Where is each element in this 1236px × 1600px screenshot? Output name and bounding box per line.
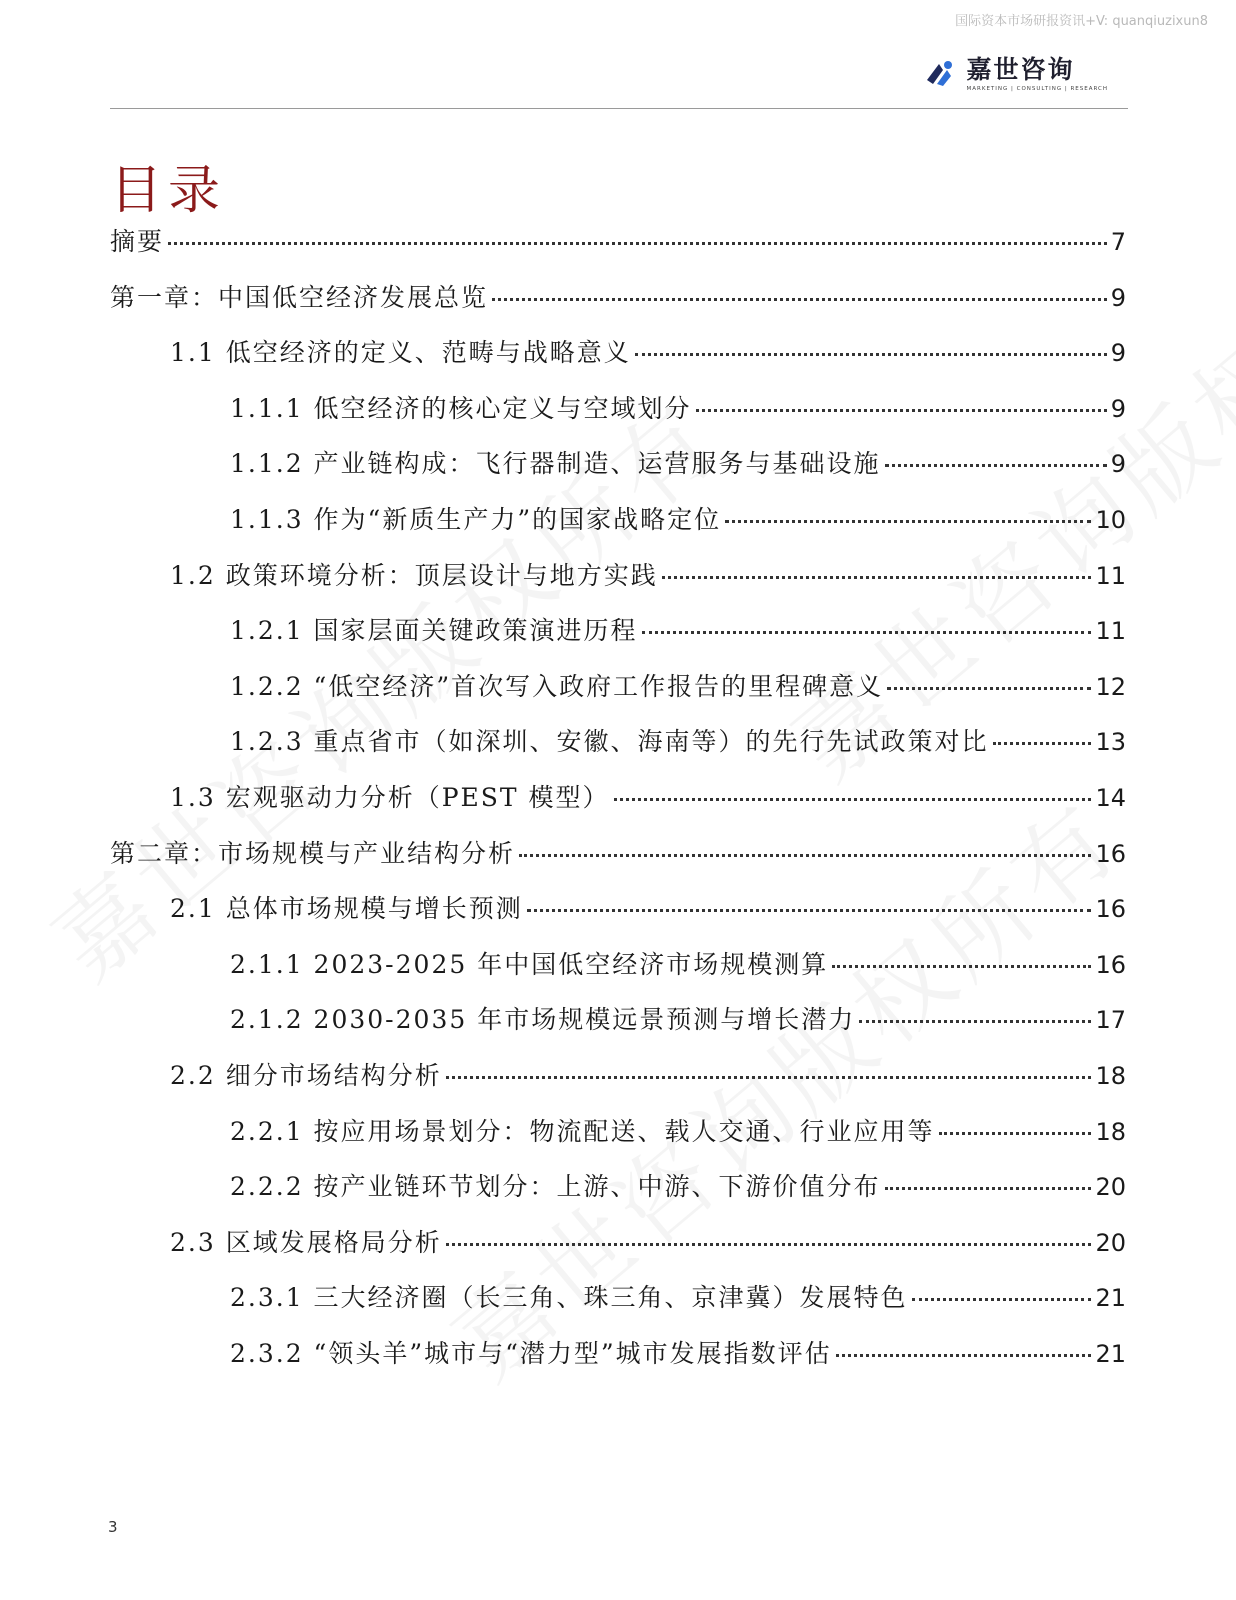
toc-dot-leader — [939, 1132, 1092, 1135]
toc-dot-leader — [885, 1187, 1092, 1190]
toc-entry-page: 9 — [1110, 450, 1126, 479]
toc-entry-label: 1.2 政策环境分析：顶层设计与地方实践 — [170, 560, 658, 590]
toc-entry-label: 1.2.2 “低空经济”首次写入政府工作报告的里程碑意义 — [230, 671, 884, 701]
toc-entry[interactable] — [110, 222, 1126, 262]
toc-entry-label: 2.2 细分市场结构分析 — [170, 1061, 442, 1090]
toc-entry[interactable] — [170, 1223, 1126, 1263]
toc-entry-page: 7 — [1110, 228, 1126, 256]
toc-entry-page: 21 — [1095, 1284, 1126, 1313]
toc-entry-label: 2.2.1 按应用场景划分：物流配送、载人交通、行业应用等 — [230, 1116, 935, 1146]
toc-entry-page: 12 — [1095, 672, 1126, 701]
toc-entry-label: 第二章：市场规模与产业结构分析 — [110, 838, 516, 868]
toc-entry[interactable] — [230, 1112, 1126, 1152]
toc-dot-leader — [446, 1243, 1092, 1246]
toc-entry-page: 10 — [1095, 506, 1126, 534]
toc-entry[interactable] — [230, 1000, 1126, 1040]
toc-entry[interactable] — [230, 722, 1126, 762]
toc-dot-leader — [993, 742, 1092, 745]
toc-entry[interactable] — [230, 945, 1126, 985]
toc-entry-label: 第一章：中国低空经济发展总览 — [110, 282, 489, 312]
page-number: 3 — [108, 1518, 118, 1536]
header-note: 国际资本市场研报资讯+V: quanqiuzixun8 — [955, 14, 1208, 29]
toc-entry[interactable] — [110, 278, 1126, 318]
toc-entry[interactable] — [230, 667, 1126, 707]
toc-dot-leader — [836, 1354, 1092, 1357]
toc-entry[interactable] — [170, 556, 1126, 596]
toc-entry-label: 1.1.3 作为“新质生产力”的国家战略定位 — [230, 505, 722, 534]
logo-name: 嘉世咨询 — [966, 55, 1075, 84]
toc-dot-leader — [912, 1298, 1092, 1301]
toc-entry-label: 1.2.3 重点省市（如深圳、安徽、海南等）的先行先试政策对比 — [230, 727, 989, 757]
toc-entry-label: 2.3.1 三大经济圈（长三角、珠三角、京津冀）发展特色 — [230, 1283, 908, 1313]
toc-dot-leader — [492, 298, 1107, 301]
toc-entry-page: 21 — [1095, 1340, 1126, 1368]
toc-entry-page: 20 — [1095, 1228, 1126, 1257]
toc-entry-page: 17 — [1095, 1006, 1126, 1035]
toc-entry-page: 13 — [1095, 728, 1126, 757]
toc-entry[interactable] — [230, 611, 1126, 651]
toc-entry-label: 2.2.2 按产业链环节划分：上游、中游、下游价值分布 — [230, 1172, 881, 1202]
toc-entry[interactable] — [230, 1167, 1126, 1207]
toc-entry[interactable] — [110, 834, 1126, 874]
toc-entry-label: 1.1 低空经济的定义、范畴与战略意义 — [170, 338, 631, 368]
toc-entry-label: 1.2.1 国家层面关键政策演进历程 — [230, 616, 638, 646]
toc-dot-leader — [168, 242, 1107, 245]
logo-subtitle: MARKETING | CONSULTING | RESEARCH — [966, 86, 1108, 92]
logo-mark-icon — [921, 56, 957, 92]
toc-entry-page: 14 — [1095, 784, 1126, 812]
toc-entry[interactable] — [230, 1334, 1126, 1374]
toc-dot-leader — [859, 1020, 1091, 1023]
toc-entry-page: 18 — [1095, 1117, 1126, 1146]
toc-entry[interactable] — [170, 889, 1126, 929]
toc-entry-page: 18 — [1095, 1062, 1126, 1090]
toc-dot-leader — [725, 520, 1091, 523]
toc-title: 目录 — [110, 161, 227, 221]
toc-dot-leader — [885, 464, 1107, 467]
toc-entry-label: 2.3 区域发展格局分析 — [170, 1227, 442, 1257]
toc-entry-label: 2.1.2 2030-2035 年市场规模远景预测与增长潜力 — [230, 1005, 856, 1035]
toc-entry-label: 1.3 宏观驱动力分析（PEST 模型） — [170, 783, 610, 812]
toc-entry-label: 2.1.1 2023-2025 年中国低空经济市场规模测算 — [230, 949, 829, 979]
toc-dot-leader — [696, 409, 1107, 412]
toc-dot-leader — [519, 854, 1091, 857]
toc-dot-leader — [887, 687, 1091, 690]
toc-entry-page: 11 — [1095, 617, 1126, 646]
toc-entry-label: 2.1 总体市场规模与增长预测 — [170, 894, 523, 924]
toc-entry-label: 1.1.1 低空经济的核心定义与空域划分 — [230, 393, 692, 423]
toc-dot-leader — [662, 576, 1092, 579]
toc-entry[interactable] — [230, 1278, 1126, 1318]
toc-entry-page: 9 — [1110, 394, 1126, 423]
toc-entry-label: 2.3.2 “领头羊”城市与“潜力型”城市发展指数评估 — [230, 1339, 832, 1368]
toc-dot-leader — [832, 965, 1091, 968]
header-divider — [110, 108, 1128, 109]
toc-entry-label: 1.1.2 产业链构成：飞行器制造、运营服务与基础设施 — [230, 449, 881, 479]
toc-entry[interactable] — [230, 500, 1126, 540]
toc-entry-page: 16 — [1095, 895, 1126, 924]
toc-entry-page: 11 — [1095, 561, 1126, 590]
toc-entry[interactable] — [170, 333, 1126, 373]
toc-entry-page: 16 — [1095, 839, 1126, 868]
toc-dot-leader — [614, 798, 1092, 801]
company-logo — [921, 56, 1108, 92]
toc-entry[interactable] — [230, 444, 1126, 484]
toc-entry-page: 16 — [1095, 950, 1126, 979]
toc-dot-leader — [635, 353, 1107, 356]
toc-dot-leader — [527, 909, 1092, 912]
toc-entry-label: 摘要 — [110, 227, 165, 256]
toc-dot-leader — [446, 1076, 1092, 1079]
toc-entry[interactable] — [170, 1056, 1126, 1096]
toc-entry-page: 9 — [1110, 283, 1126, 312]
toc-entry-page: 9 — [1110, 339, 1126, 368]
toc-entry[interactable] — [170, 778, 1126, 818]
toc-dot-leader — [642, 631, 1092, 634]
toc-entry-page: 20 — [1095, 1173, 1126, 1202]
toc-entry[interactable] — [230, 389, 1126, 429]
